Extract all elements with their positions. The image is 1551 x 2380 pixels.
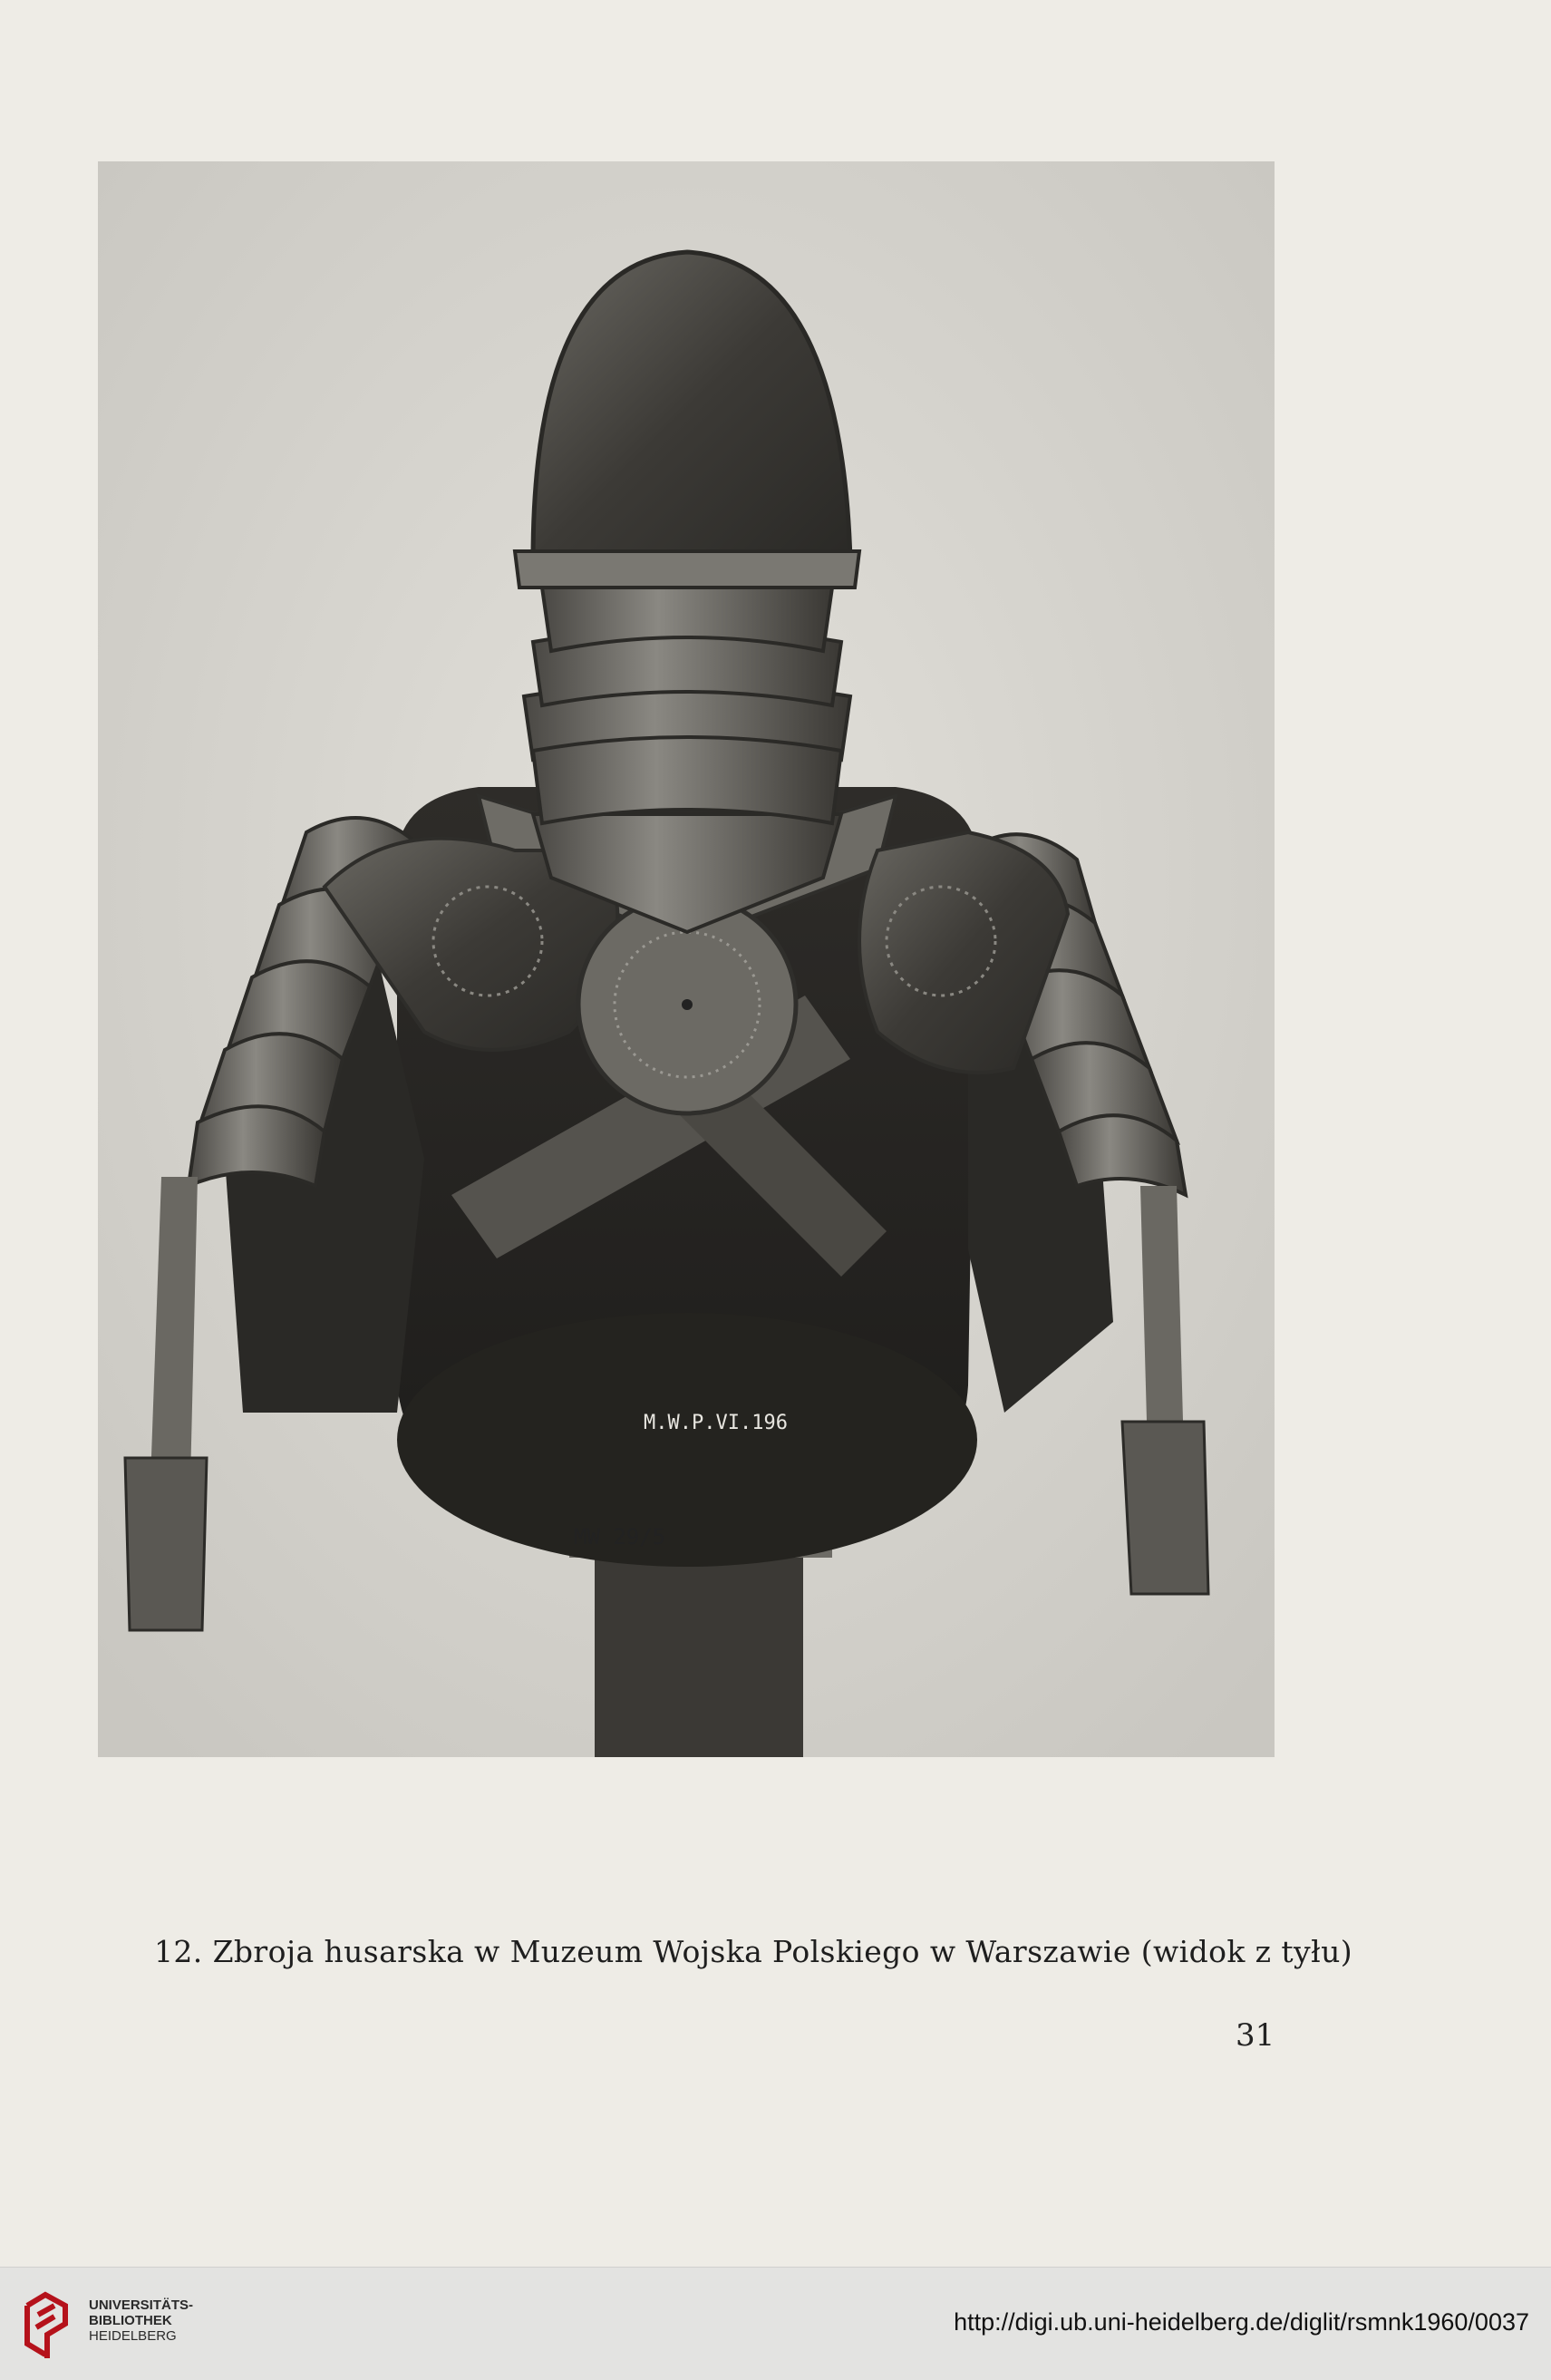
library-logo-icon [18,2288,74,2364]
library-name-line2: BIBLIOTHEK [89,2313,172,2328]
inventory-label: M.W.P.VI.196 [644,1412,788,1434]
hussar-armor-back-view-image [98,161,1275,1757]
stand-label: MW 29/5 [574,1524,666,1549]
page-number: 31 [1236,2017,1275,2054]
library-name-line1: UNIVERSITÄTS- [89,2297,194,2313]
viewer-footer [0,2267,1551,2380]
figure-caption: 12. Zbroja husarska w Muzeum Wojska Polskiego w Warszawie (widok z tyłu) [154,1934,1353,1969]
library-name-line3: HEIDELBERG [89,2328,177,2344]
library-name [89,2297,193,2344]
permalink-url[interactable]: http://digi.ub.uni-heidelberg.de/diglit/rsmnk1960/0037 [954,2308,1529,2336]
armor-photograph [98,161,1275,1757]
